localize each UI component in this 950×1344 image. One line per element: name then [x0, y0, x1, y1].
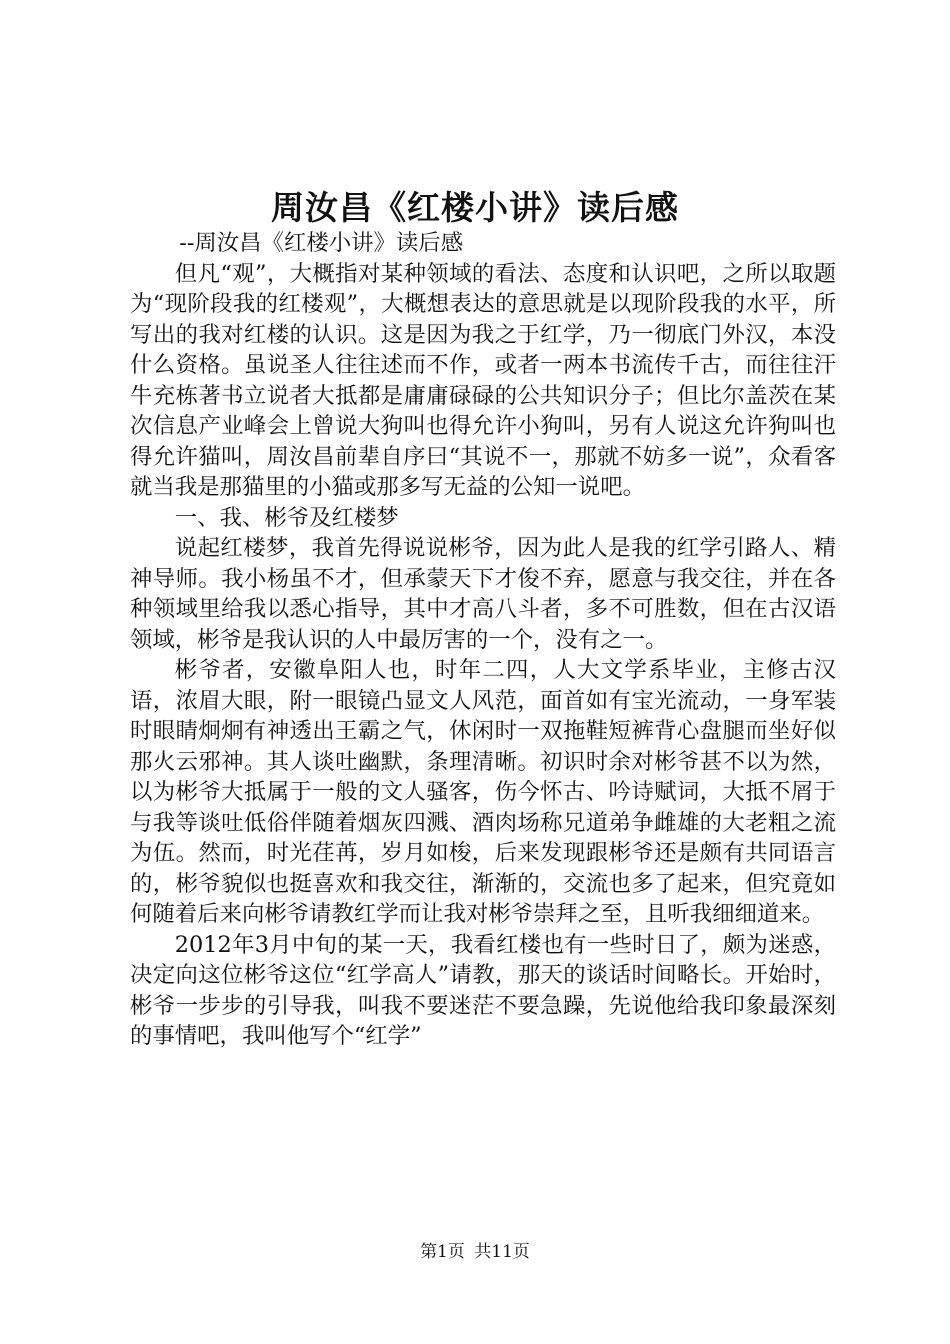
page-total: 共11页	[474, 1242, 530, 1262]
paragraph-binye-profile: 彬爷者，安徽阜阳人也，时年二四，人大文学系毕业，主修古汉语，浓眉大眼，附一眼镜凸显文人风范，面首如有宝光流动，一身军装时眼睛炯炯有神透出王霸之气，休闲时一双拖鞋短裤背心盘腿而坐好似那火云邪神。其人谈吐幽默，条理清晰。初识时余对彬爷甚不以为然，以为彬爷大抵属于一般的文人骚客，伤今怀古、吟诗赋词，大抵不屑于与我等谈吐低俗伴随着烟灰四溅、酒肉场称兄道弟争雌雄的大老粗之流为伍。然而，时光荏苒，岁月如梭，后来发现跟彬爷还是颇有共同语言的，彬爷貌似也挺喜欢和我交往，渐渐的，交流也多了起来，但究竟如何随着后来向彬爷请教红学而让我对彬爷崇拜之至，且听我细细道来。	[130, 657, 836, 927]
page-footer	[0, 1240, 950, 1264]
subtitle-line: --周汝昌《红楼小讲》读后感	[179, 230, 464, 256]
section-heading: 一、我、彬爷及红楼梦	[174, 504, 399, 531]
page-number: 第1页	[420, 1242, 465, 1262]
paragraph-binye-intro: 说起红楼梦，我首先得说说彬爷，因为此人是我的红学引路人、精神导师。我小杨虽不才，但承蒙天下才俊不弃，愿意与我交往，并在各种领域里给我以悉心指导，其中才高八斗者，多不可胜数，但在古汉语领域，彬爷是我认识的人中最厉害的一个，没有之一。	[130, 535, 836, 653]
document-title: 周汝昌《红楼小讲》读后感	[271, 188, 679, 227]
document-body	[130, 228, 836, 1052]
paragraph-march-2012: 2012年3月中旬的某一天，我看红楼也有一些时日了，颇为迷惑，决定向这位彬爷这位“红学高人”请教，那天的谈话时间略长。开始时，彬爷一步步的引导我，叫我不要迷茫不要急躁，先说他给我印象最深刻的事情吧，我叫他写个“红学”	[130, 931, 836, 1049]
paragraph-intro: 但凡“观”，大概指对某种领域的看法、态度和认识吧，之所以取题为“现阶段我的红楼观”，大概想表达的意思就是以现阶段我的水平，所写出的我对红楼的认识。这是因为我之于红学，乃一彻底门外汉，本没什么资格。虽说圣人往往述而不作，或者一两本书流传千古，而往往汗牛充栋著书立说者大抵都是庸庸碌碌的公共知识分子；但比尔盖茨在某次信息产业峰会上曾说大狗叫也得允许小狗叫，另有人说这允许狗叫也得允许猫叫，周汝昌前辈自序曰“其说不一，那就不妨多一说”，众看客就当我是那猫里的小猫或那多写无益的公知一说吧。	[130, 260, 836, 500]
